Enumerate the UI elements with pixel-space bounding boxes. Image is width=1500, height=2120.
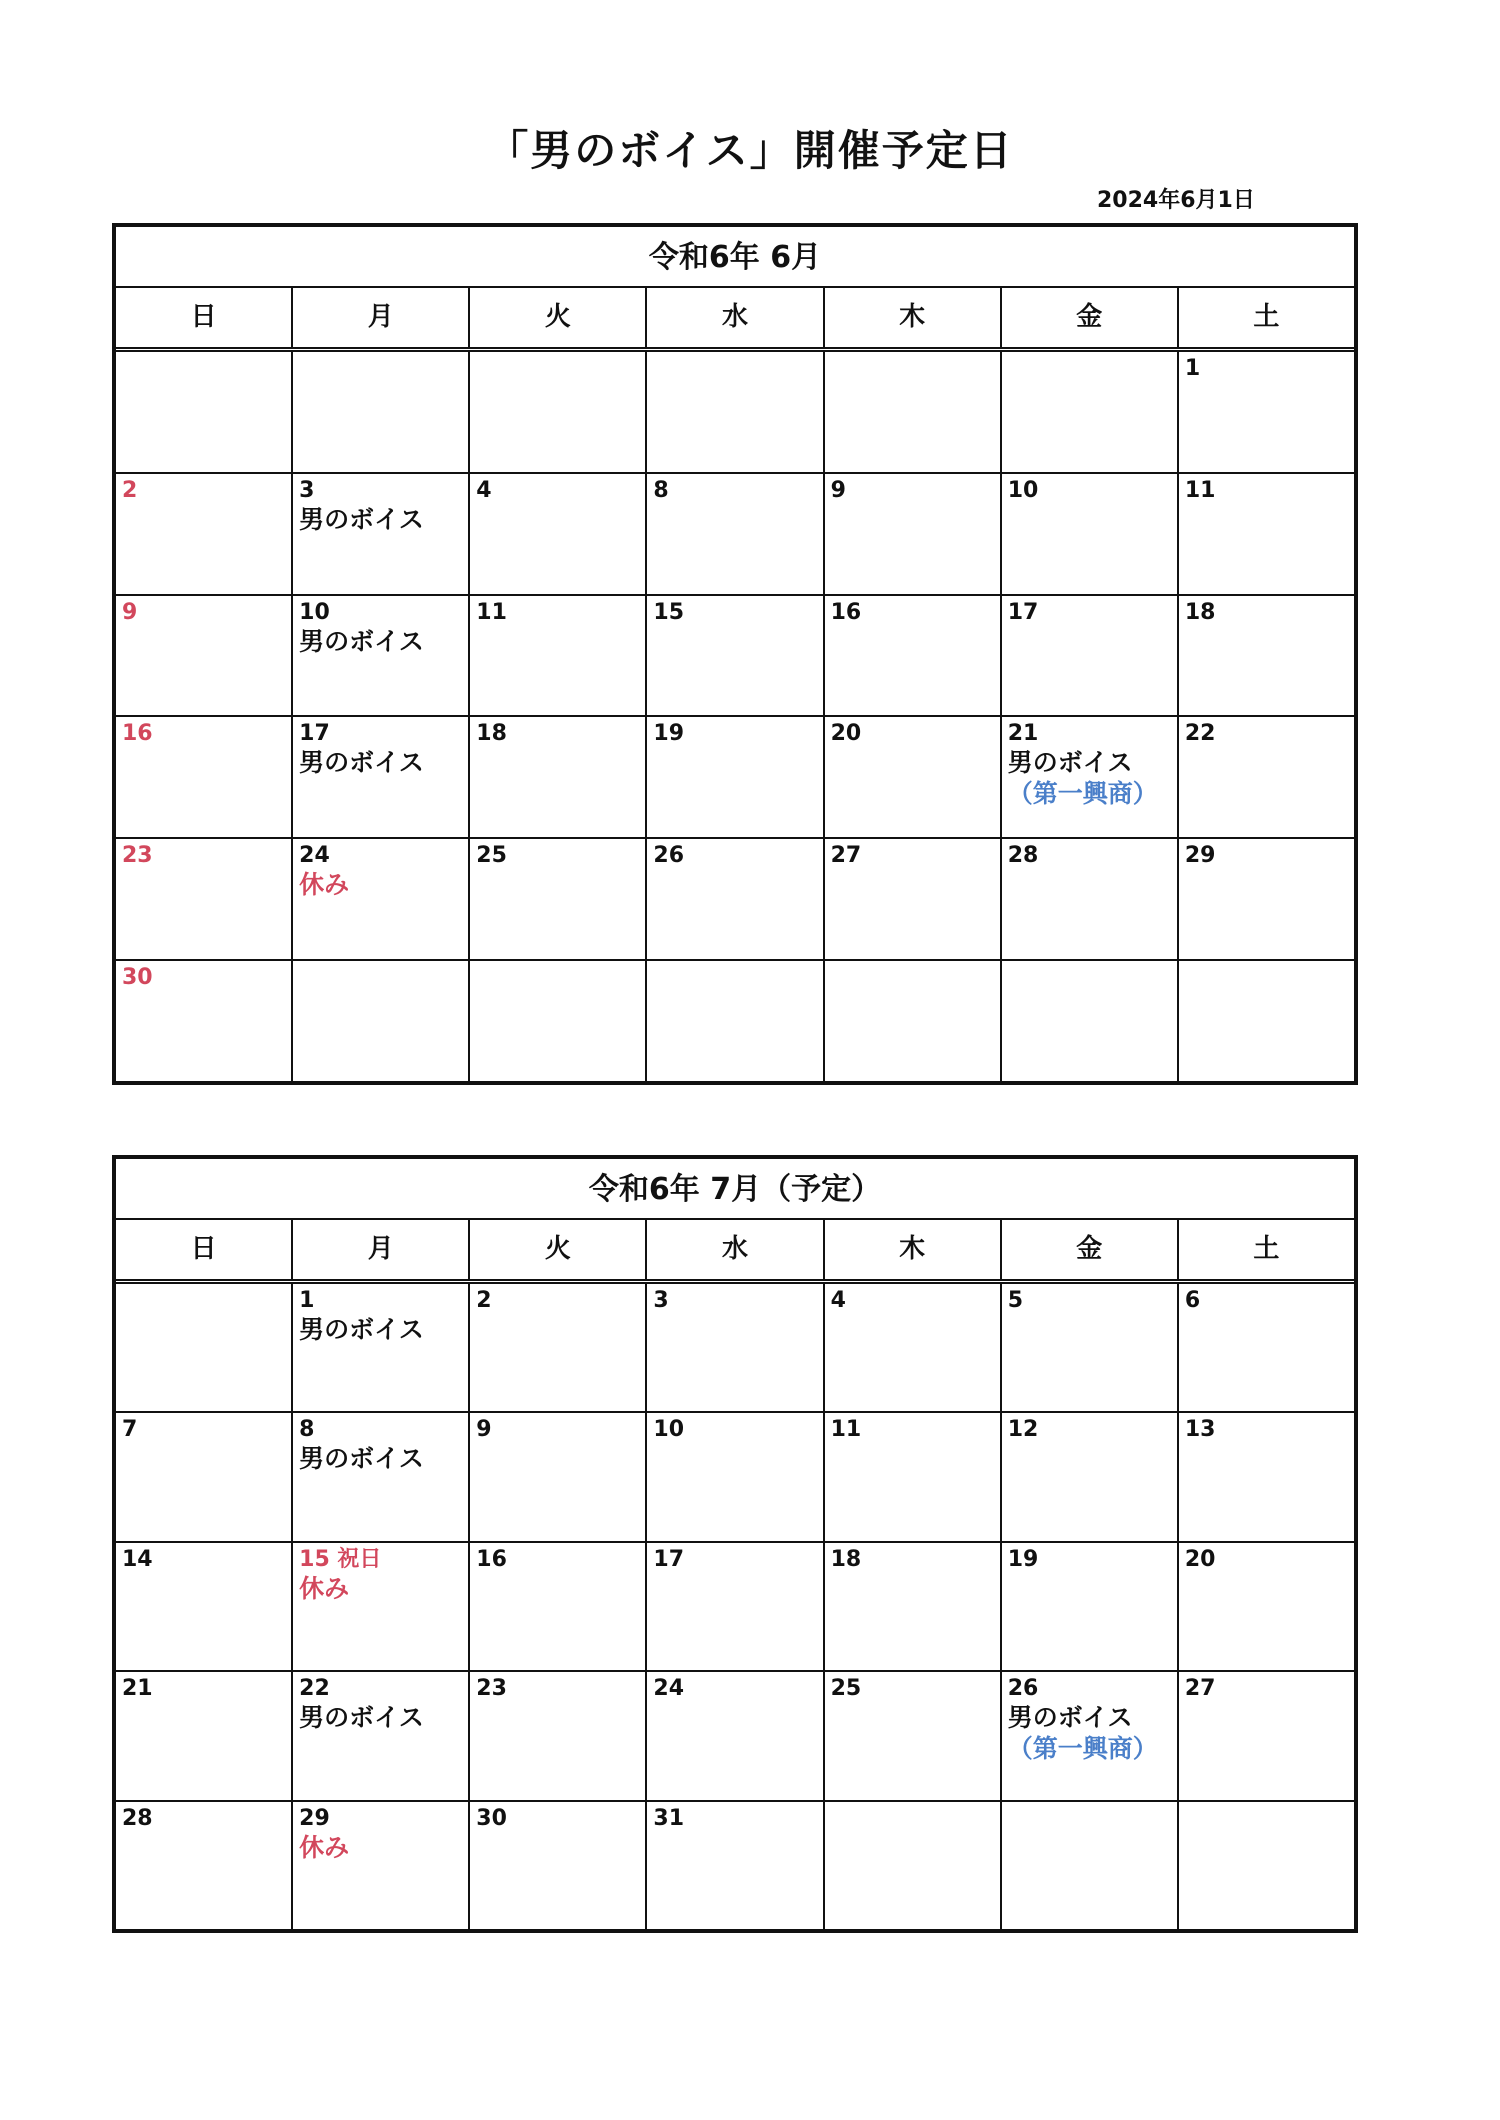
day-cell: [293, 596, 470, 716]
day-number: 27: [830, 843, 862, 869]
day-number: 8: [653, 477, 669, 503]
day-number: [1008, 356, 1177, 382]
day-number: 21: [1007, 721, 1039, 747]
day-cell: [116, 352, 293, 472]
day-cell: [470, 1284, 647, 1411]
event-note: 男のボイス: [1007, 748, 1133, 778]
venue-note: （第一興商）: [1007, 1734, 1158, 1764]
day-number: 30: [476, 1805, 507, 1831]
day-cell: [293, 839, 470, 959]
calendar-week: [116, 596, 1354, 718]
day-number: 2: [122, 477, 138, 503]
day-cell: [116, 839, 293, 959]
day-cell: [470, 352, 647, 472]
day-cell: [1179, 1672, 1354, 1799]
day-cell: [1002, 596, 1179, 716]
day-cell: [1002, 839, 1179, 959]
day-cell: [293, 1284, 470, 1411]
day-number: 1: [299, 1288, 315, 1313]
day-cell: [1179, 1802, 1354, 1929]
weekday-wed: 水: [647, 1220, 824, 1279]
day-cell: [1002, 1672, 1179, 1799]
day-cell: [825, 717, 1002, 837]
event-note: 男のボイス: [299, 1315, 424, 1344]
calendar-week: [116, 1672, 1354, 1801]
day-cell: [825, 1802, 1002, 1929]
day-cell: [116, 596, 293, 716]
weekday-tue: 火: [470, 288, 647, 347]
day-cell: [825, 474, 1002, 594]
day-number: 16: [476, 1546, 507, 1572]
day-number: 27: [1184, 1676, 1216, 1702]
day-cell: [116, 1802, 293, 1929]
day-number: 18: [830, 1546, 862, 1572]
day-cell: [470, 1802, 647, 1929]
day-cell: [1179, 717, 1354, 837]
weekday-fri: 金: [1002, 1220, 1179, 1279]
weekday-wed: 水: [647, 288, 824, 347]
day-cell: [1179, 474, 1354, 594]
day-cell: [1179, 596, 1354, 716]
day-cell: [1179, 961, 1354, 1081]
day-number: [476, 356, 645, 382]
day-cell: [647, 1672, 824, 1799]
day-number: [1185, 1806, 1354, 1832]
day-number: 7: [122, 1417, 138, 1443]
event-note: 男のボイス: [299, 1444, 424, 1474]
calendar-week: [116, 961, 1354, 1081]
calendar-week: [116, 1543, 1354, 1672]
day-cell: [825, 1672, 1002, 1799]
weekday-sun: 日: [116, 1220, 293, 1279]
event-note: 男のボイス: [299, 626, 424, 656]
day-cell: [647, 961, 824, 1081]
day-cell: [1002, 474, 1179, 594]
event-note: 男のボイス: [299, 748, 424, 778]
calendar-week: [116, 352, 1354, 474]
calendar-week: [116, 1284, 1354, 1413]
day-number: 11: [476, 599, 507, 625]
day-number: [1008, 965, 1177, 991]
day-number: 23: [122, 843, 153, 869]
day-cell: [1179, 1543, 1354, 1670]
day-number: 26: [1007, 1676, 1039, 1702]
day-number: 30: [122, 965, 153, 991]
day-number: 9: [476, 1417, 492, 1443]
weekday-thu: 木: [825, 288, 1002, 347]
day-cell: [116, 1413, 293, 1540]
day-cell: [647, 474, 824, 594]
day-cell: [1179, 352, 1354, 472]
day-cell: [470, 1413, 647, 1540]
day-cell: [647, 1413, 824, 1540]
day-number: 10: [299, 599, 330, 625]
day-cell: [825, 839, 1002, 959]
day-number: 18: [1184, 599, 1216, 625]
day-number: 17: [653, 1546, 685, 1572]
day-number: 31: [653, 1805, 685, 1831]
day-cell: [293, 1543, 470, 1670]
day-number: [1008, 1806, 1177, 1832]
day-cell: [825, 1543, 1002, 1670]
weekday-thu: 木: [825, 1220, 1002, 1279]
day-number: [831, 1806, 1000, 1832]
day-number: 3: [653, 1288, 669, 1313]
day-number: 28: [122, 1805, 153, 1831]
day-cell: [1002, 1802, 1179, 1929]
closed-note: 休み: [299, 1832, 350, 1862]
closed-note: 休み: [299, 1573, 350, 1603]
closed-note: 休み: [299, 870, 350, 900]
page-title: 「男のボイス」開催予定日: [486, 126, 1014, 175]
day-number: 26: [653, 843, 685, 869]
day-cell: [1002, 961, 1179, 1081]
day-cell: [116, 1284, 293, 1411]
day-cell: [293, 474, 470, 594]
day-number: 23: [476, 1676, 507, 1702]
day-cell: [293, 1802, 470, 1929]
day-number: 16: [122, 721, 153, 747]
day-cell: [470, 839, 647, 959]
day-number: [122, 356, 291, 382]
day-number: 17: [299, 721, 330, 747]
day-number: 24: [299, 843, 330, 869]
day-cell: [1179, 1413, 1354, 1540]
day-number: [122, 1288, 291, 1314]
day-cell: [647, 1802, 824, 1929]
day-cell: [1002, 717, 1179, 837]
day-number: 29: [1184, 843, 1216, 869]
day-number: 20: [1184, 1546, 1216, 1572]
day-number: [831, 965, 1000, 991]
day-cell: [825, 961, 1002, 1081]
calendar-week: [116, 1802, 1354, 1929]
venue-note: （第一興商）: [1007, 779, 1158, 809]
day-number: [1185, 965, 1354, 991]
calendar-title: 令和6年 6月: [116, 227, 1354, 288]
day-number: 10: [1007, 477, 1039, 503]
weekday-sun: 日: [116, 288, 293, 347]
day-cell: [647, 717, 824, 837]
day-number: [653, 965, 822, 991]
day-cell: [116, 1543, 293, 1670]
day-number: 4: [476, 477, 492, 503]
day-cell: [825, 352, 1002, 472]
day-number: 25: [830, 1676, 862, 1702]
day-number: 21: [122, 1676, 153, 1702]
calendar-week: [116, 717, 1354, 839]
day-cell: [470, 961, 647, 1081]
calendar-week: [116, 474, 1354, 596]
day-cell: [293, 961, 470, 1081]
day-number: 9: [830, 477, 846, 503]
weekday-header: [116, 288, 1354, 352]
day-number: 8: [299, 1417, 315, 1443]
day-cell: [1002, 1413, 1179, 1540]
day-cell: [647, 1543, 824, 1670]
calendar-july: [112, 1155, 1358, 1933]
day-number: 4: [830, 1288, 846, 1313]
day-cell: [647, 352, 824, 472]
day-cell: [116, 961, 293, 1081]
day-cell: [116, 717, 293, 837]
calendar-title: 令和6年 7月（予定）: [116, 1159, 1354, 1220]
day-cell: [470, 1543, 647, 1670]
day-number: 19: [1007, 1546, 1039, 1572]
day-number: [299, 965, 468, 991]
event-note: 男のボイス: [1007, 1703, 1133, 1733]
calendar-grid: [116, 1284, 1354, 1929]
day-number: 9: [122, 599, 138, 625]
day-cell: [825, 1284, 1002, 1411]
day-number: 11: [1184, 477, 1216, 503]
day-cell: [825, 596, 1002, 716]
event-note: 男のボイス: [299, 1703, 424, 1733]
day-cell: [470, 1672, 647, 1799]
day-number: 22: [299, 1676, 330, 1702]
day-number: 14: [122, 1546, 153, 1572]
day-number: 25: [476, 843, 507, 869]
weekday-sat: 土: [1253, 302, 1280, 332]
weekday-mon: 月: [293, 288, 470, 347]
day-number: 10: [653, 1417, 685, 1443]
calendar-june: [112, 223, 1358, 1085]
weekday-header: [116, 1220, 1354, 1284]
day-cell: [647, 839, 824, 959]
day-cell: [1002, 1284, 1179, 1411]
day-cell: [647, 596, 824, 716]
day-number: [653, 356, 822, 382]
day-cell: [647, 1284, 824, 1411]
day-number: 20: [830, 721, 862, 747]
weekday-mon: 月: [293, 1220, 470, 1279]
day-number: 16: [830, 599, 862, 625]
day-number: 29: [299, 1805, 330, 1831]
day-number: 2: [476, 1288, 492, 1313]
day-number: 12: [1007, 1417, 1039, 1443]
day-number: 5: [1007, 1288, 1024, 1313]
day-cell: [825, 1413, 1002, 1540]
day-cell: [116, 474, 293, 594]
day-cell: [1179, 839, 1354, 959]
day-number: [476, 965, 645, 991]
day-cell: [293, 1413, 470, 1540]
event-note: 男のボイス: [299, 504, 424, 534]
day-number: 22: [1184, 721, 1216, 747]
day-cell: [1179, 1284, 1354, 1411]
day-cell: [293, 352, 470, 472]
day-cell: [1002, 1543, 1179, 1670]
day-number: 3: [299, 477, 315, 503]
day-number: 15: [653, 599, 685, 625]
issue-date: 2024年6月1日: [1097, 188, 1255, 213]
day-number: 1: [1184, 356, 1201, 381]
day-number: [831, 356, 1000, 382]
day-number: [299, 356, 468, 382]
day-number: 11: [830, 1417, 862, 1443]
day-number: 17: [1007, 599, 1039, 625]
day-cell: [470, 474, 647, 594]
day-number: 19: [653, 721, 685, 747]
day-cell: [116, 1672, 293, 1799]
calendar-week: [116, 1413, 1354, 1542]
day-number: 28: [1007, 843, 1039, 869]
weekday-tue: 火: [470, 1220, 647, 1279]
day-cell: [1002, 352, 1179, 472]
day-number: 15 祝日: [299, 1546, 382, 1572]
weekday-fri: 金: [1002, 288, 1179, 347]
day-cell: [293, 1672, 470, 1799]
calendar-week: [116, 839, 1354, 961]
day-number: 24: [653, 1676, 685, 1702]
day-cell: [470, 596, 647, 716]
day-number: 18: [476, 721, 507, 747]
day-cell: [293, 717, 470, 837]
day-number: 6: [1184, 1288, 1201, 1313]
calendar-grid: [116, 352, 1354, 1081]
weekday-sat: 土: [1253, 1234, 1280, 1264]
day-cell: [470, 717, 647, 837]
day-number: 13: [1184, 1417, 1216, 1443]
